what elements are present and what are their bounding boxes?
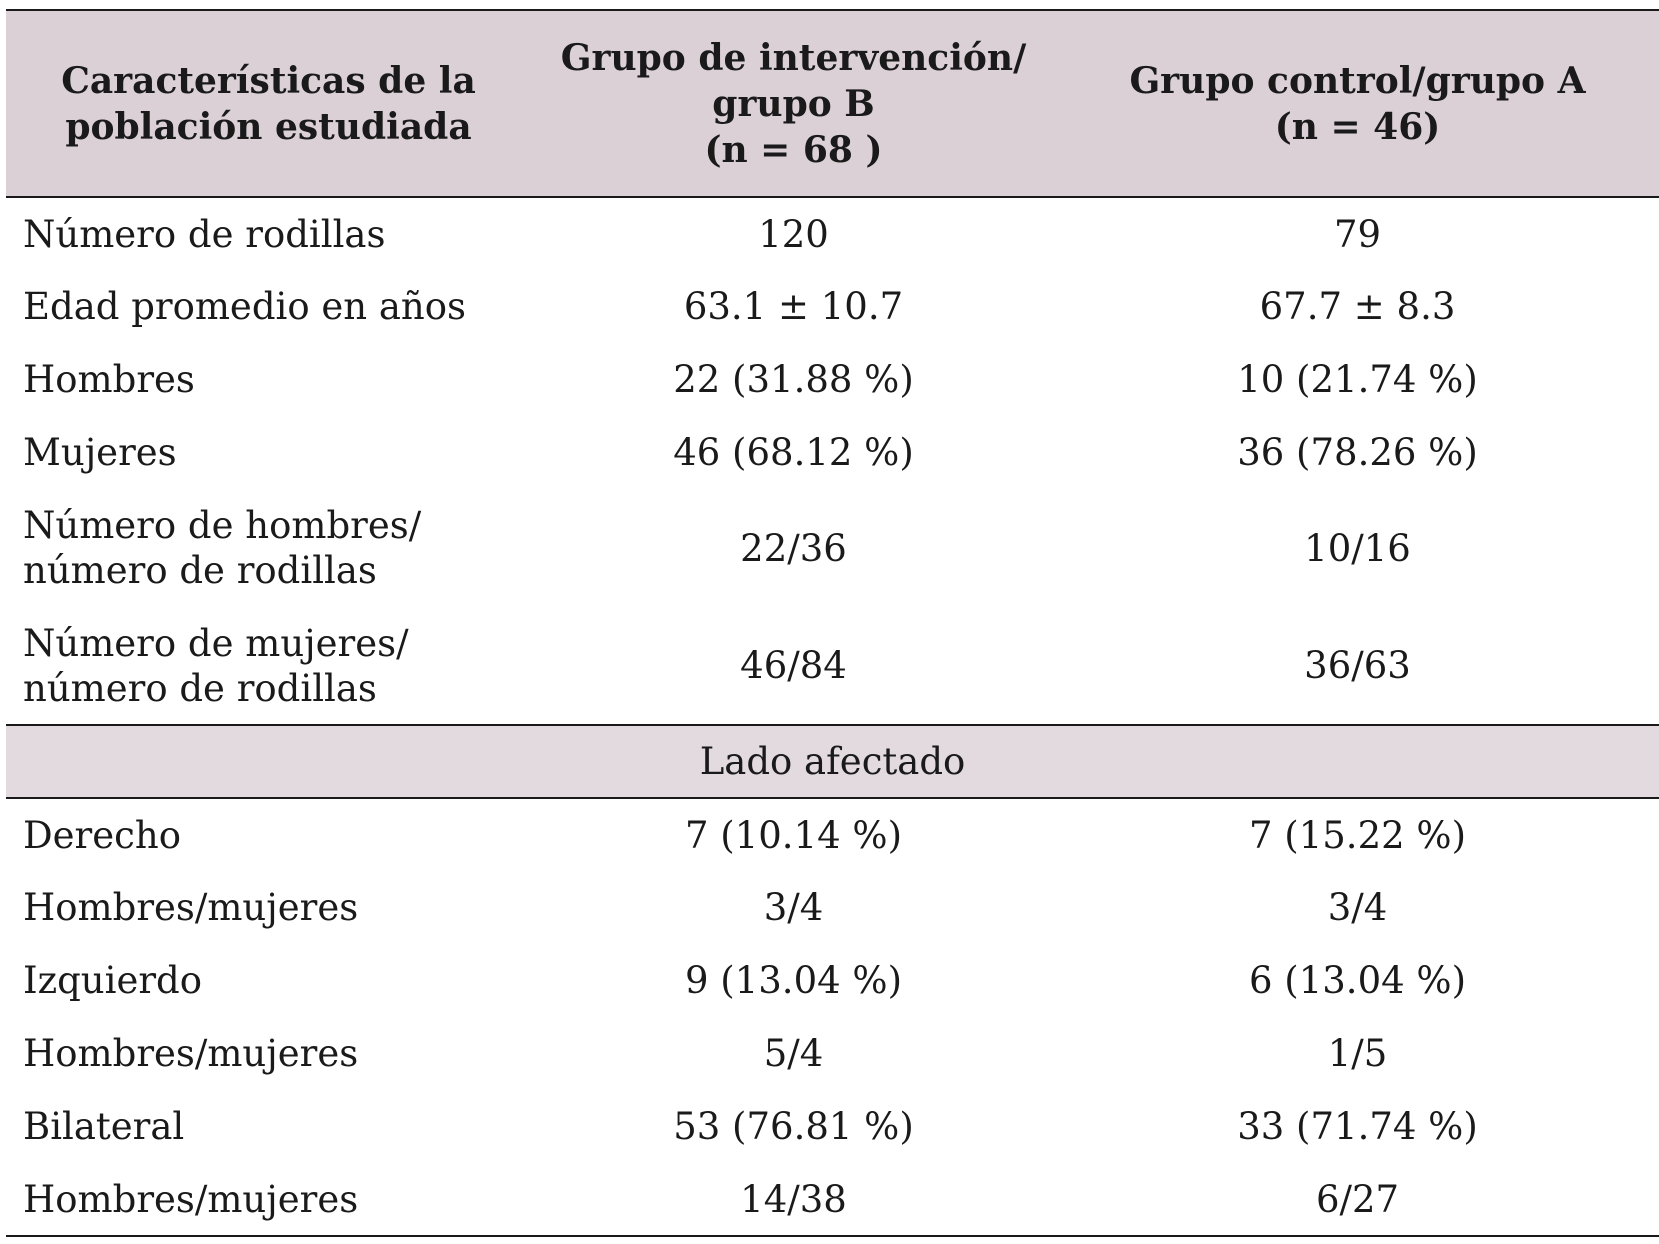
header-line: Características de la — [61, 59, 476, 102]
row-label-line: número de rodillas — [23, 666, 377, 710]
group-a-value: 10 (21.74 %) — [1237, 358, 1478, 401]
row-label-line: número de rodillas — [23, 549, 377, 592]
row-label-line: Número de hombres/ — [23, 504, 422, 547]
header-row — [6, 10, 1659, 197]
group-b-value: 7 (10.14 %) — [684, 813, 902, 857]
row-label: Hombres/mujeres — [23, 1032, 359, 1075]
table-row — [6, 1017, 1659, 1090]
header-line: grupo B — [712, 82, 875, 125]
header-line: Grupo control/grupo A — [1129, 59, 1586, 102]
row-label: Bilateral — [23, 1105, 185, 1148]
table-row — [6, 270, 1659, 343]
row-label — [6, 416, 531, 489]
header-characteristics — [6, 10, 531, 197]
group-b-value: 63.1 ± 10.7 — [683, 285, 904, 328]
table-row — [6, 871, 1659, 944]
table-row — [6, 489, 1659, 607]
table-row — [6, 1163, 1659, 1236]
group-b-value: 22/36 — [740, 526, 847, 570]
table-row — [6, 944, 1659, 1017]
row-label-line: Hombres — [23, 358, 195, 401]
group-a-value: 36 (78.26 %) — [1237, 431, 1478, 474]
group-a-value: 1/5 — [1327, 1032, 1388, 1075]
group-b-value: 120 — [758, 212, 829, 256]
row-label — [6, 489, 531, 607]
header-group-b — [531, 10, 1056, 197]
group-b-value: 3/4 — [763, 886, 824, 929]
group-b-value: 53 (76.81 %) — [673, 1105, 914, 1148]
section-row-affected-side — [6, 725, 1659, 798]
row-label: Hombres/mujeres — [23, 886, 359, 929]
header-group-a — [1056, 10, 1659, 197]
population-characteristics-table — [6, 9, 1659, 1237]
row-label-line: Edad promedio en años — [23, 285, 467, 328]
table-row — [6, 197, 1659, 270]
population-characteristics-table-container — [6, 9, 1659, 1237]
group-a-value: 3/4 — [1327, 886, 1388, 929]
header-line: Grupo de intervención/ — [560, 36, 1027, 79]
group-b-value: 9 (13.04 %) — [684, 959, 902, 1002]
row-label-line: Número de mujeres/ — [23, 621, 409, 665]
group-b-value: 5/4 — [763, 1032, 824, 1075]
row-label — [6, 197, 531, 270]
row-label: Izquierdo — [23, 959, 203, 1002]
row-label-line: Número de rodillas — [23, 212, 386, 256]
row-label-line: Mujeres — [23, 431, 177, 474]
table-row — [6, 798, 1659, 871]
group-a-value: 67.7 ± 8.3 — [1259, 285, 1456, 328]
group-a-value: 79 — [1333, 212, 1382, 256]
row-label — [6, 607, 531, 725]
group-a-value: 6 (13.04 %) — [1248, 959, 1466, 1002]
group-b-value: 22 (31.88 %) — [673, 358, 914, 401]
group-a-value: 33 (71.74 %) — [1237, 1105, 1478, 1148]
table-body — [6, 197, 1659, 1236]
group-a-value: 10/16 — [1304, 526, 1411, 570]
table-row — [6, 607, 1659, 725]
header-line: (n = 68 ) — [704, 128, 883, 171]
row-label — [6, 270, 531, 343]
group-a-value: 7 (15.22 %) — [1248, 813, 1466, 857]
header-line: (n = 46) — [1274, 105, 1441, 148]
group-b-value: 14/38 — [740, 1177, 847, 1221]
group-a-value: 36/63 — [1304, 644, 1411, 687]
section-title: Lado afectado — [699, 740, 966, 783]
row-label: Hombres/mujeres — [23, 1177, 359, 1221]
header-line: población estudiada — [65, 105, 472, 148]
table-row — [6, 416, 1659, 489]
row-label — [6, 343, 531, 416]
group-b-value: 46 (68.12 %) — [673, 431, 914, 474]
group-b-value: 46/84 — [740, 644, 847, 687]
table-header — [6, 10, 1659, 197]
group-a-value: 6/27 — [1315, 1177, 1400, 1221]
row-label: Derecho — [23, 813, 181, 857]
table-row — [6, 1090, 1659, 1163]
table-row — [6, 343, 1659, 416]
